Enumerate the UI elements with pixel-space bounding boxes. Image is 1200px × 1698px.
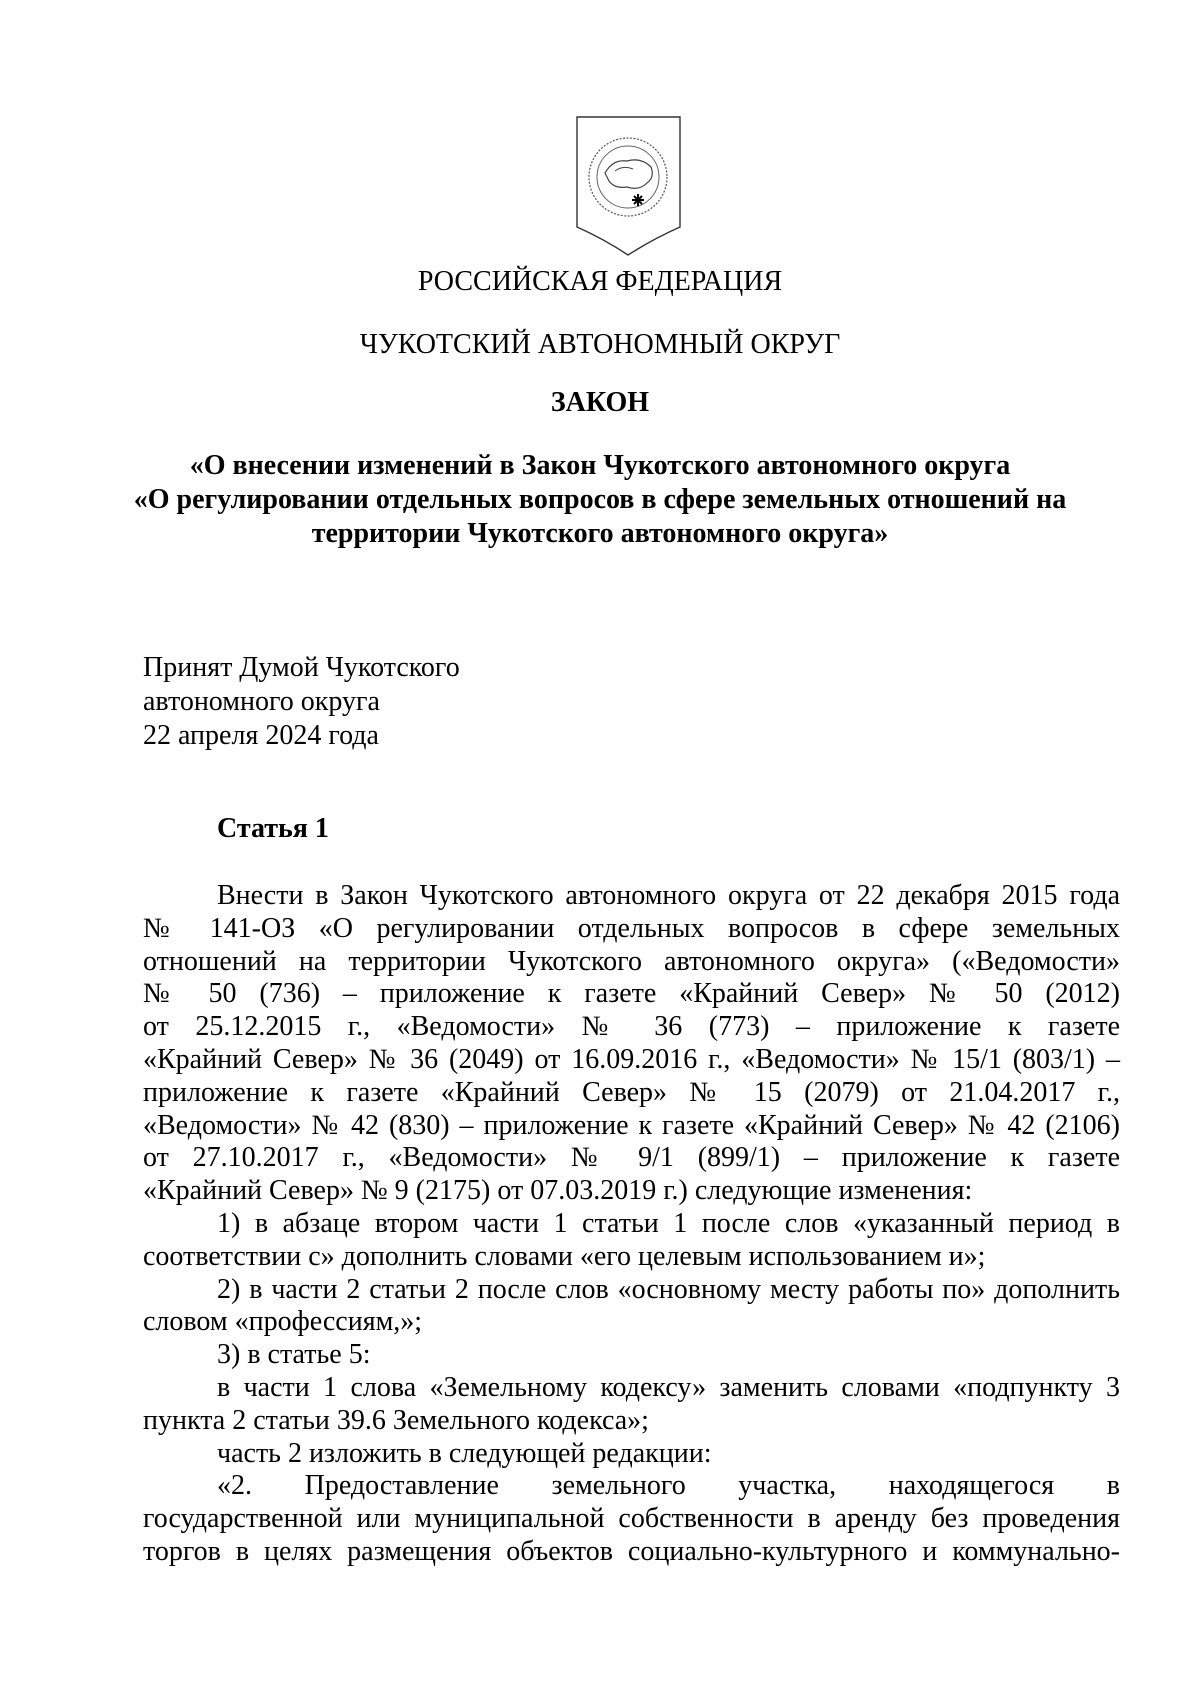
body-line: «Ведомости» № 42 (830) – приложение к газете «Крайний Север» № 42 (2106) [143, 1109, 1120, 1141]
body-line: 2) в части 2 статьи 2 после слов «основному месту работы по» дополнить [217, 1273, 1120, 1305]
law-title-line: «О регулировании отдельных вопросов в сфере земельных отношений на [133, 484, 1067, 515]
body-line: приложение к газете «Крайний Север» № 15 (2079) от 21.04.2017 г., [143, 1076, 1120, 1108]
law-title-line: территории Чукотского автономного округа» [311, 518, 889, 549]
body-line: часть 2 изложить в следующей редакции: [217, 1437, 712, 1469]
adoption-line: Принят Думой Чукотского [143, 652, 460, 683]
body-line: торгов в целях размещения объектов социально-культурного и коммунально- [143, 1535, 1120, 1567]
body-line: 3) в статье 5: [217, 1339, 371, 1371]
body-line: «Крайний Север» № 36 (2049) от 16.09.2016 г., «Ведомости» № 15/1 (803/1) – [143, 1043, 1120, 1075]
body-line: «2. Предоставление земельного участка, находящегося в [217, 1470, 1120, 1502]
body-line: в части 1 слова «Земельному кодексу» заменить словами «подпункту 3 [217, 1371, 1120, 1403]
body-line: словом «профессиям,»; [143, 1306, 423, 1338]
body-line: № 141-ОЗ «О регулировании отдельных вопросов в сфере земельных [143, 912, 1120, 944]
body-line: № 50 (736) – приложение к газете «Крайний Север» № 50 (2012) [143, 978, 1120, 1010]
body-line: пункта 2 статьи 39.6 Земельного кодекса»; [143, 1404, 649, 1436]
body-line: 1) в абзаце втором части 1 статьи 1 после слов «указанный период в [217, 1207, 1120, 1239]
adoption-line: автономного округа [143, 686, 380, 717]
article-body [143, 880, 1120, 1569]
body-line: государственной или муниципальной собственности в аренду без проведения [143, 1503, 1120, 1535]
body-line: от 27.10.2017 г., «Ведомости» № 9/1 (899/1) – приложение к газете [143, 1142, 1120, 1174]
adoption-line: 22 апреля 2024 года [143, 720, 379, 751]
law-title-line: «О внесении изменений в Закон Чукотского автономного округа [189, 450, 1011, 481]
adoption-info [143, 651, 460, 753]
body-line: Внести в Закон Чукотского автономного округа от 22 декабря 2015 года [217, 880, 1120, 911]
body-line: от 25.12.2015 г., «Ведомости» № 36 (773) – приложение к газете [143, 1011, 1120, 1043]
country-heading: РОССИЙСКАЯ ФЕДЕРАЦИЯ [417, 266, 783, 297]
body-line: отношений на территории Чукотского автономного округа» («Ведомости» [143, 945, 1120, 977]
body-line: «Крайний Север» № 9 (2175) от 07.03.2019 г.) следующие изменения: [143, 1175, 973, 1207]
body-line: соответствии с» дополнить словами «его целевым использованием и»; [143, 1240, 986, 1272]
region-heading: ЧУКОТСКИЙ АВТОНОМНЫЙ ОКРУГ [359, 329, 841, 360]
document-type-heading: ЗАКОН [550, 387, 650, 418]
coat-of-arms-emblem [571, 115, 686, 257]
article-title: Статья 1 [217, 813, 329, 844]
